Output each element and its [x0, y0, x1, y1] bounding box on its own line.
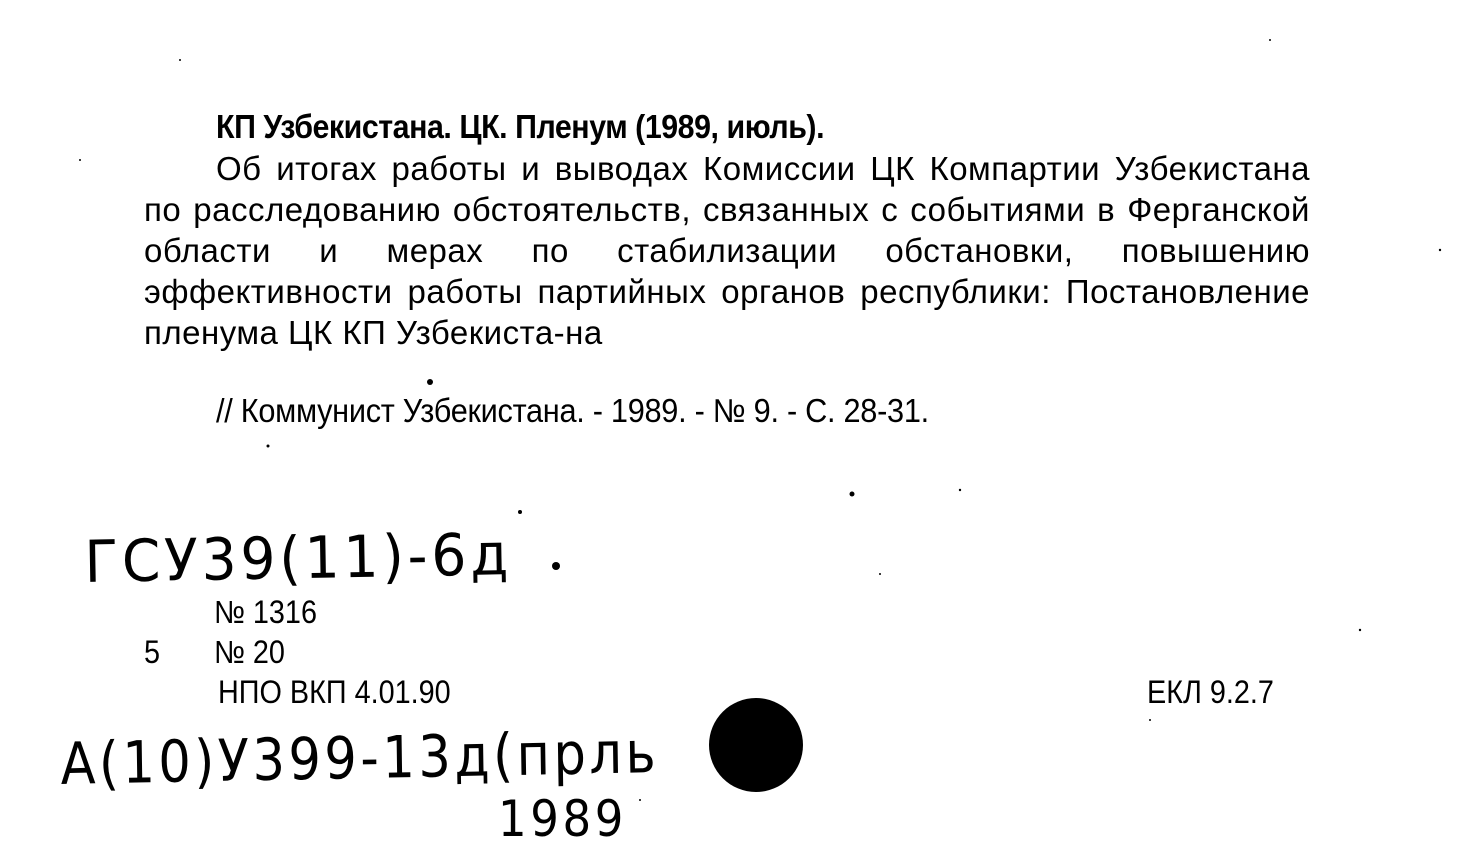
card-body-text: Об итогах работы и выводах Комиссии ЦК Компартии Узбекистана по расследованию обстоятельств, связанных с событиями в Ферганской области и мерах по стабилизации обстановки, повышению эффективности работы партийных органов республики: Постановление пленума ЦК КП Узбекиста-на: [144, 150, 1310, 351]
agency-date: НПО ВКП 4.01.90: [218, 674, 451, 710]
accession-number: № 1316: [214, 594, 317, 630]
handwritten-shelfmark-top: ГСУ39(11)-6д: [84, 520, 513, 596]
handwritten-year: 1989: [498, 790, 627, 848]
classification-index: ЕКЛ 9.2.7: [1147, 674, 1274, 710]
card-number: № 20: [214, 634, 285, 670]
copies-count: 5: [144, 634, 161, 670]
handwritten-shelfmark-bottom: А(10)У399-13д(прль: [60, 718, 660, 798]
source-citation: // Коммунист Узбекистана. - 1989. - № 9. - С. 28-31.: [216, 392, 929, 429]
card-heading: КП Узбекистана. ЦК. Пленум (1989, июль).: [216, 108, 825, 145]
